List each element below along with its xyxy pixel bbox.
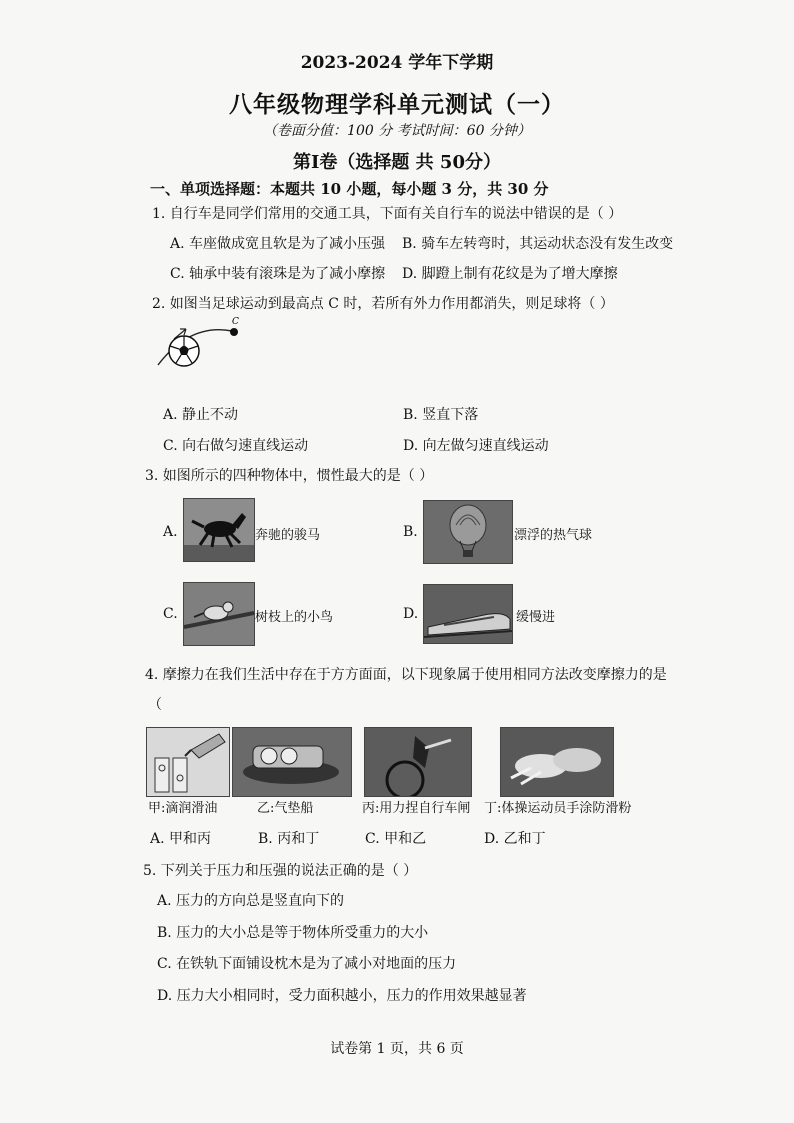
gymnast-chalk-photo — [500, 727, 614, 797]
page-footer: 试卷第 1 页，共 6 页 — [330, 1041, 464, 1057]
q2-option-b: B. 竖直下落 — [403, 407, 479, 423]
bird-on-branch-photo — [183, 582, 255, 646]
point-c-label: C — [232, 317, 239, 327]
q1-option-a: A. 车座做成宽且软是为了减小压强 — [170, 236, 386, 252]
q3-option-c-letter: C. — [163, 606, 178, 622]
q3-option-d-letter: D. — [403, 606, 419, 622]
q4-caption-yi: 乙:气垫船 — [257, 801, 314, 816]
bicycle-brake-photo — [364, 727, 472, 797]
soccer-ball-diagram — [150, 315, 260, 375]
exam-info: （卷面分值：100 分 考试时间：60 分钟） — [263, 123, 531, 139]
horse-photo — [183, 498, 255, 562]
q4-option-b: B. 丙和丁 — [258, 831, 320, 847]
q3-option-a-caption: 奔驰的骏马 — [255, 528, 321, 543]
q3-option-b-letter: B. — [403, 524, 418, 540]
volume-title: 第Ⅰ卷（选择题 共 50分） — [292, 152, 501, 173]
q2-option-d: D. 向左做匀速直线运动 — [403, 438, 549, 454]
q3-stem: 3. 如图所示的四种物体中，惯性最大的是（ ） — [145, 468, 434, 484]
q4-option-a: A. 甲和丙 — [150, 831, 212, 847]
term-title: 2023-2024 学年下学期 — [300, 53, 494, 73]
q5-stem: 5. 下列关于压力和压强的说法正确的是（ ） — [143, 863, 418, 879]
q3-option-d-caption: 缓慢进 — [516, 610, 556, 625]
exam-title: 八年级物理学科单元测试（一） — [229, 91, 565, 118]
q4-option-d: D. 乙和丁 — [484, 831, 546, 847]
point-c-marker — [230, 328, 238, 336]
q1-stem: 1. 自行车是同学们常用的交通工具，下面有关自行车的说法中错误的是（ ） — [152, 206, 623, 222]
q4-caption-ding: 丁:体操运动员手涂防滑粉 — [484, 801, 632, 816]
q1-option-b: B. 骑车左转弯时，其运动状态没有发生改变 — [402, 236, 674, 252]
q2-figure — [150, 315, 260, 375]
q1-option-d: D. 脚蹬上制有花纹是为了增大摩擦 — [402, 266, 618, 282]
train-photo — [423, 584, 513, 644]
q3-option-b-caption: 漂浮的热气球 — [514, 528, 593, 543]
lubricating-oil-photo — [146, 727, 230, 797]
hot-air-balloon-photo — [423, 500, 513, 564]
q4-stem: 4. 摩擦力在我们生活中存在于方方面面，以下现象属于使用相同方法改变摩擦力的是 — [145, 667, 667, 683]
q3-option-a-letter: A. — [163, 524, 178, 540]
q5-option-d: D. 压力大小相同时，受力面积越小，压力的作用效果越显著 — [157, 988, 527, 1004]
q4-caption-jia: 甲:滴润滑油 — [148, 801, 218, 816]
q1-option-c: C. 轴承中装有滚珠是为了减小摩擦 — [170, 266, 386, 282]
hovercraft-photo — [232, 727, 352, 797]
q5-option-a: A. 压力的方向总是竖直向下的 — [157, 893, 345, 909]
q2-stem: 2. 如图当足球运动到最高点 C 时，若所有外力作用都消失，则足球将（ ） — [152, 296, 614, 312]
q4-paren: （ — [148, 697, 162, 713]
q2-option-a: A. 静止不动 — [163, 407, 239, 423]
q5-option-c: C. 在铁轨下面铺设枕木是为了减小对地面的压力 — [157, 956, 457, 972]
q2-option-c: C. 向右做匀速直线运动 — [163, 438, 309, 454]
section-heading: 一、单项选择题：本题共 10 小题，每小题 3 分，共 30 分 — [150, 180, 549, 198]
q5-option-b: B. 压力的大小总是等于物体所受重力的大小 — [157, 925, 429, 941]
q3-option-c-caption: 树枝上的小鸟 — [255, 610, 334, 625]
q4-option-c: C. 甲和乙 — [365, 831, 427, 847]
q4-caption-bing: 丙:用力捏自行车闸 — [362, 801, 471, 816]
